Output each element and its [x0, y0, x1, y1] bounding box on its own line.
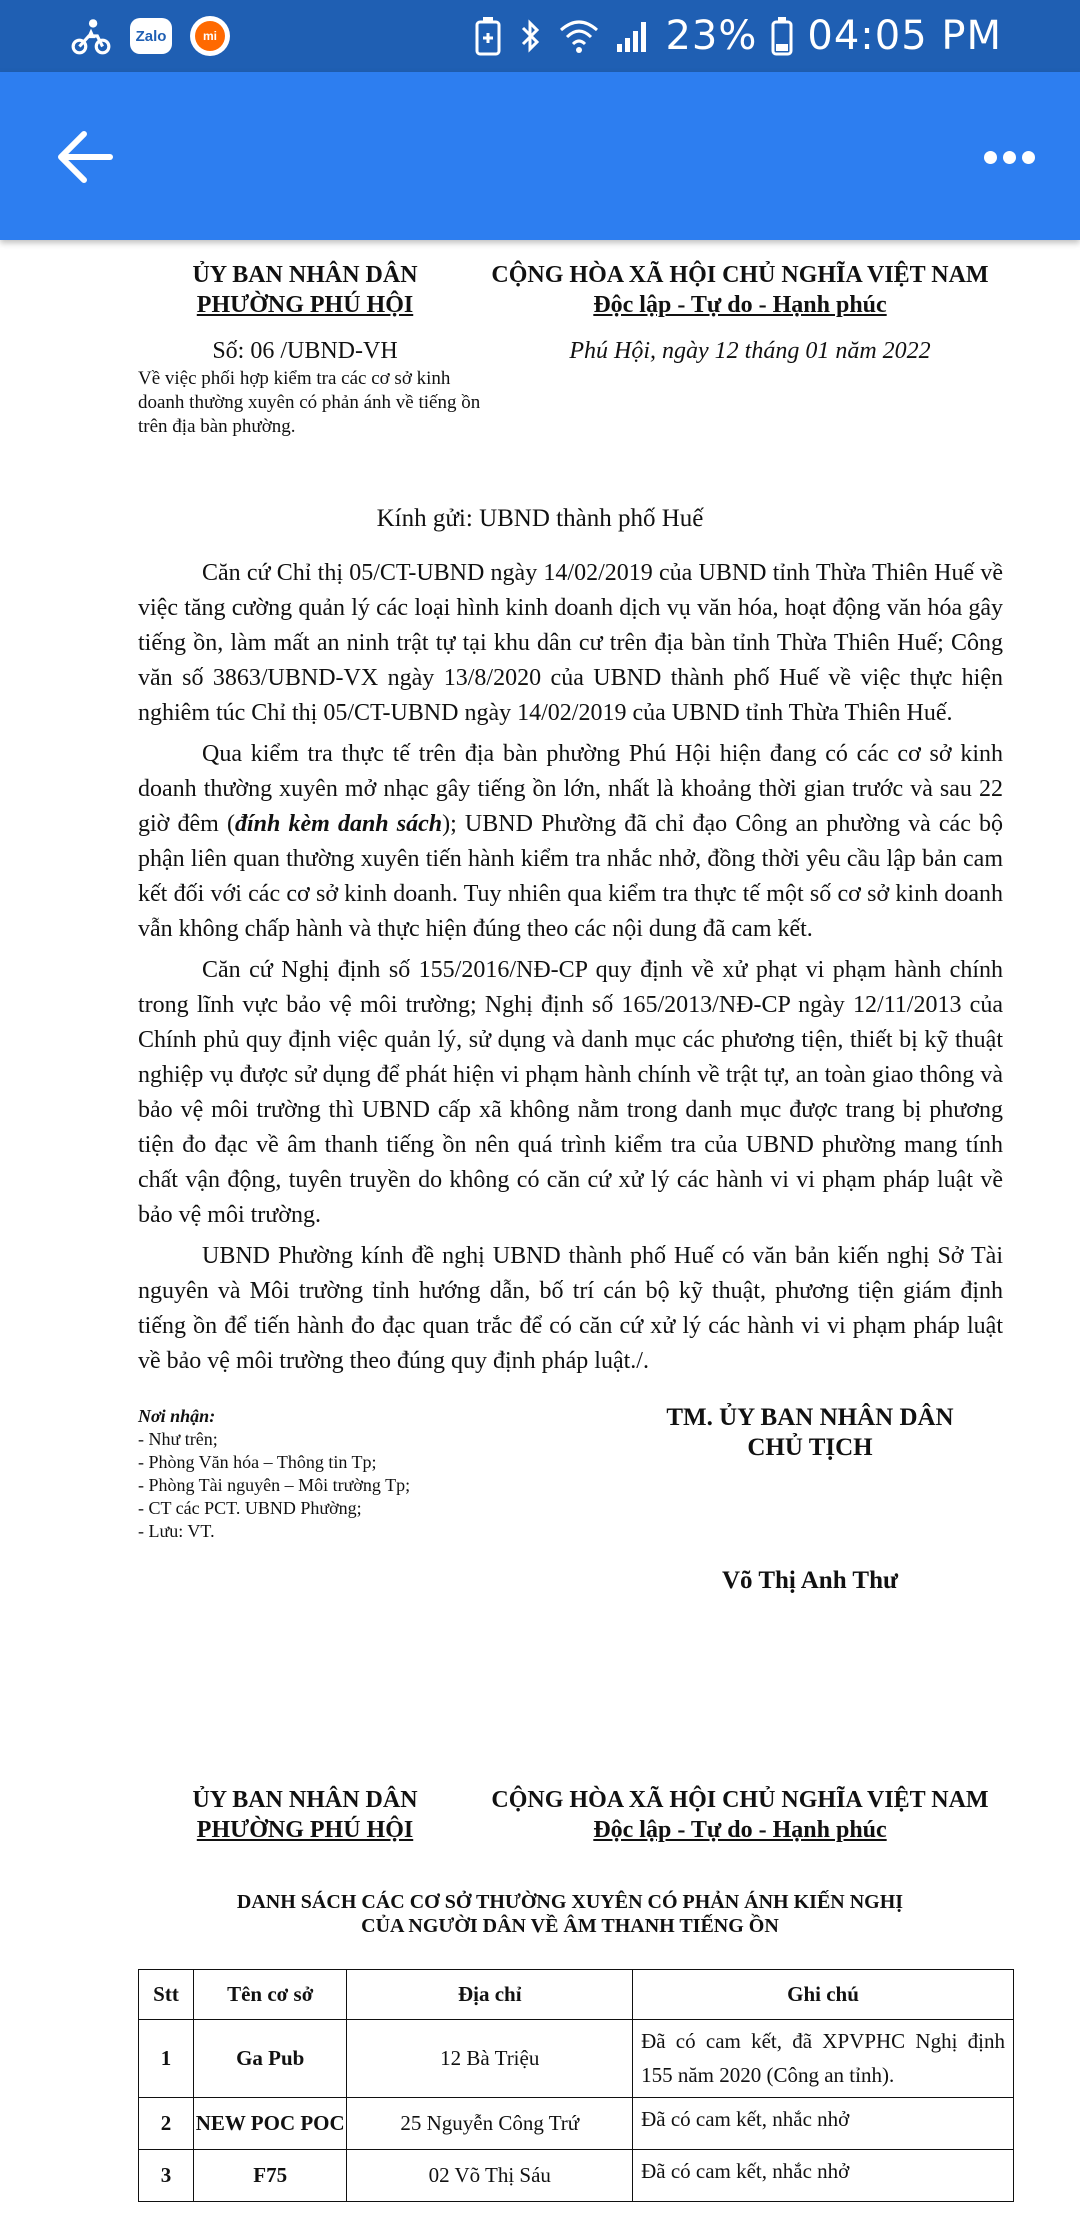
- signature-title: TM. ỦY BAN NHÂN DÂN: [666, 1404, 954, 1431]
- delivery-scooter-icon: [70, 15, 112, 57]
- battery-icon: [771, 16, 793, 56]
- document-body: [138, 556, 1003, 1379]
- zalo-icon: Zalo: [130, 18, 172, 54]
- battery-saver-icon: [473, 16, 503, 56]
- recipients-title: Nơi nhận:: [138, 1406, 216, 1426]
- battery-percent: 23%: [665, 13, 758, 59]
- recipient-item: - Phòng Tài nguyên – Môi trường Tp;: [138, 1475, 411, 1495]
- app-bar: [0, 72, 1080, 240]
- attachment-note: đính kèm danh sách: [234, 811, 443, 837]
- status-bar: [0, 0, 1080, 72]
- business-table: [138, 1969, 1014, 2202]
- back-button[interactable]: [50, 122, 120, 192]
- column-header: Ghi chú: [633, 1970, 1014, 2020]
- business-note: Đã có cam kết, nhắc nhở: [633, 2150, 1014, 2202]
- column-header: Tên cơ sở: [194, 1970, 347, 2020]
- bluetooth-icon: [517, 16, 543, 56]
- row-number: 3: [139, 2150, 194, 2202]
- nation-motto: Độc lập - Tự do - Hạnh phúc: [593, 1817, 887, 1843]
- business-address: 25 Nguyễn Công Trứ: [347, 2098, 633, 2150]
- table-header-row: [139, 1970, 1014, 2020]
- column-header: Stt: [139, 1970, 194, 2020]
- table-row: [139, 2020, 1014, 2098]
- date-line: Phú Hội, ngày 12 tháng 01 năm 2022: [569, 338, 931, 364]
- agency-block: [140, 260, 470, 320]
- ward-name: PHƯỜNG PHÚ HỘI: [196, 292, 414, 318]
- signature-role: CHỦ TỊCH: [747, 1434, 873, 1461]
- list-title: DANH SÁCH CÁC CƠ SỞ THƯỜNG XUYÊN CÓ PHẢN ÁNH KIẾN NGHỊ CỦA NGƯỜI DÂN VỀ ÂM THANH TIẾNG ỒN: [236, 1891, 904, 1937]
- row-number: 1: [139, 2020, 194, 2098]
- recipient-item: - Phòng Văn hóa – Thông tin Tp;: [138, 1452, 377, 1472]
- business-address: 12 Bà Triệu: [347, 2020, 633, 2098]
- nation-motto: Độc lập - Tự do - Hạnh phúc: [593, 292, 887, 318]
- ward-name: PHƯỜNG PHÚ HỘI: [196, 1817, 414, 1843]
- column-header: Địa chỉ: [347, 1970, 633, 2020]
- nation-block: [470, 1785, 1010, 1845]
- business-note: Đã có cam kết, nhắc nhở: [633, 2098, 1014, 2150]
- arrow-left-icon: [50, 122, 120, 192]
- mi-app-icon: mi: [190, 16, 230, 56]
- signal-icon: [615, 16, 651, 56]
- document-page: [0, 240, 1080, 2220]
- business-address: 02 Võ Thị Sáu: [347, 2150, 633, 2202]
- recipient-item: - Lưu: VT.: [138, 1521, 215, 1541]
- business-name: NEW POC POC: [194, 2098, 347, 2150]
- agency-name: ỦY BAN NHÂN DÂN: [192, 1787, 418, 1813]
- recipients-block: [138, 1405, 538, 1543]
- signature-block: [620, 1403, 1000, 1463]
- business-name: F75: [194, 2150, 347, 2202]
- paragraph: Căn cứ Nghị định số 155/2016/NĐ-CP quy định về xử phạt vi phạm hành chính trong lĩnh vực bảo vệ môi trường; Nghị định số 165/2013/NĐ-CP ngày 12/11/2013 của Chính phủ quy định việc quản lý, sử dụng và danh mục các phương tiện, thiết bị kỹ thuật nghiệp vụ được sử dụng để phát hiện vi phạm hành chính về trật tự, an toàn giao thông và bảo vệ môi trường thì UBND cấp xã không nằm trong danh mục được trang bị phương tiện đo đạc về âm thanh tiếng ồn nên quá trình kiểm tra của UBND phường mang tính chất vận động, tuyên truyền do không có căn cứ xử lý các hành vi vi phạm pháp luật về bảo vệ môi trường.: [138, 957, 1003, 1228]
- more-dot-icon: [1022, 151, 1035, 164]
- business-name: Ga Pub: [194, 2020, 347, 2098]
- nation-title: CỘNG HÒA XÃ HỘI CHỦ NGHĨA VIỆT NAM: [491, 1787, 989, 1813]
- more-dot-icon: [984, 151, 997, 164]
- nation-title: CỘNG HÒA XÃ HỘI CHỦ NGHĨA VIỆT NAM: [491, 262, 989, 288]
- agency-block: [140, 1785, 470, 1845]
- paragraph: Căn cứ Chỉ thị 05/CT-UBND ngày 14/02/2019 của UBND tỉnh Thừa Thiên Huế về việc tăng cường quản lý các loại hình kinh doanh dịch vụ văn hóa, hoạt động văn hóa gây tiếng ồn, làm mất an ninh trật tự tại khu dân cư trên địa bàn tỉnh Thừa Thiên Huế; Công văn số 3863/UBND-VX ngày 13/8/2020 của UBND thành phố Huế về việc thực hiện nghiêm túc Chỉ thị 05/CT-UBND ngày 14/02/2019 của UBND tỉnh Thừa Thiên Huế.: [138, 560, 1003, 726]
- recipient-item: - CT các PCT. UBND Phường;: [138, 1498, 362, 1518]
- signer-name: Võ Thị Anh Thư: [722, 1567, 898, 1594]
- paragraph: Qua kiểm tra thực tế trên địa bàn phường Phú Hội hiện đang có các cơ sở kinh doanh thường xuyên mở nhạc gây tiếng ồn lớn, nhất là khoảng thời gian trước và sau 22 giờ đêm (đính kèm danh sách); UBND Phường đã chỉ đạo Công an phường và các bộ phận liên quan thường xuyên tiến hành kiểm tra nhắc nhở, đồng thời yêu cầu lập bản cam kết đối với các cơ sở kinh doanh. Tuy nhiên qua kiểm tra thực tế một số cơ sở kinh doanh vẫn không chấp hành và thực hiện đúng theo các nội dung đã cam kết.: [138, 741, 1004, 942]
- doc-summary: Về việc phối hợp kiểm tra các cơ sở kinh doanh thường xuyên có phản ánh về tiếng ồn trên địa bàn phường.: [138, 368, 481, 437]
- doc-number: Số: 06 /UBND-VH: [212, 338, 398, 364]
- more-dot-icon: [1003, 151, 1016, 164]
- more-options-button[interactable]: [974, 122, 1044, 192]
- paragraph: UBND Phường kính đề nghị UBND thành phố Huế có văn bản kiến nghị Sở Tài nguyên và Môi trường tỉnh hướng dẫn, bố trí cán bộ kỹ thuật, phương tiện giám định tiếng ồn để tiến hành đo đạc quan trắc để có căn cứ xử lý các hành vi vi phạm pháp luật về bảo vệ môi trường theo đúng quy định pháp luật./.: [138, 1243, 1003, 1374]
- table-row: [139, 2150, 1014, 2202]
- nation-block: [470, 260, 1010, 320]
- table-row: [139, 2098, 1014, 2150]
- wifi-icon: [557, 16, 601, 56]
- clock: 04:05 PM: [807, 13, 1002, 59]
- row-number: 2: [139, 2098, 194, 2150]
- recipient-line: Kính gửi: UBND thành phố Huế: [376, 505, 704, 532]
- agency-name: ỦY BAN NHÂN DÂN: [192, 262, 418, 288]
- business-note: Đã có cam kết, đã XPVPHC Nghị định 155 năm 2020 (Công an tỉnh).: [633, 2020, 1014, 2098]
- recipient-item: - Như trên;: [138, 1429, 218, 1449]
